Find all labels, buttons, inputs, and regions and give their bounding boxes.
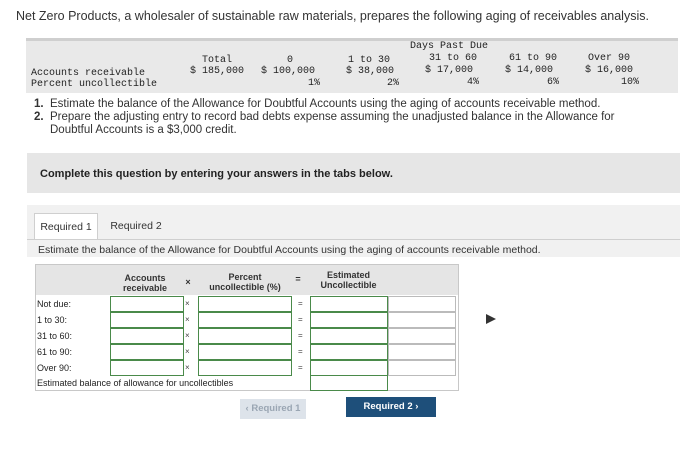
est-input-1-30[interactable] [310,312,388,328]
aging-61-90-pct: 6% [547,77,560,88]
pct-input-not-due[interactable] [198,296,292,312]
complete-banner: Complete this question by entering your answers in the tabs below. [27,153,680,193]
ar-input-1-30[interactable] [110,312,184,328]
prev-button[interactable]: ‹ Required 1 [240,399,306,419]
row-label-1-30: 1 to 30: [37,315,68,325]
estimate-table [35,264,459,391]
row-label-total: Estimated balance of allowance for uncollectibles [37,378,234,388]
instruction-2: 2. Prepare the adjusting entry to record bad debts expense assuming the unadjusted balance in the Allowance for Doubtful Accounts is a $3,000 credit. [34,111,615,136]
aging-0-amount: $ 100,000 [261,66,316,77]
est-input-not-due[interactable] [310,296,388,312]
aging-0-pct: 1% [308,78,321,89]
pct-input-1-30[interactable] [198,312,292,328]
problem-intro: Net Zero Products, a wholesaler of sustainable raw materials, prepares the following aging of receivables analysis. [16,9,649,23]
est-input-total[interactable] [310,375,388,391]
aging-over-90-pct: 10% [621,77,640,88]
col-header-times: × [185,277,191,287]
cursor-icon [484,313,498,325]
equals-icon: = [298,299,303,308]
instructions [34,98,644,137]
aging-31-60-amount: $ 17,000 [425,65,474,76]
ar-input-31-60[interactable] [110,328,184,344]
tab-divider [27,239,680,240]
pct-input-31-60[interactable] [198,328,292,344]
next-button[interactable]: Required 2 › [346,397,436,417]
col-header-ar: Accounts receivable [122,273,168,293]
aging-col-1-30-header: 1 to 30 [348,55,391,66]
col-header-eq: = [295,274,301,284]
col-header-pct: Percent uncollectible (%) [209,272,281,292]
tab-required-2[interactable]: Required 2 [110,220,162,232]
tabs-panel [27,205,680,257]
equals-icon: = [298,315,303,324]
chevron-right-icon: › [412,401,419,412]
aging-row-label-pct: Percent uncollectible [31,79,158,90]
aging-table [26,38,678,93]
ar-input-61-90[interactable] [110,344,184,360]
aging-col-0-header: 0 [287,55,294,66]
aging-col-31-60-header: 31 to 60 [429,53,478,64]
est-input-61-90[interactable] [310,344,388,360]
aging-col-61-90-header: 61 to 90 [509,53,558,64]
aging-over-90-amount: $ 16,000 [585,65,634,76]
equals-icon: = [298,331,303,340]
aging-1-30-amount: $ 38,000 [346,66,395,77]
chevron-left-icon: ‹ [245,403,252,414]
estimate-prompt: Estimate the balance of the Allowance for Doubtful Accounts using the aging of accounts receivable method. [38,244,541,256]
aging-col-over-90-header: Over 90 [588,53,631,64]
aging-61-90-amount: $ 14,000 [505,65,554,76]
aging-row-label-ar: Accounts receivable [31,68,146,79]
aging-31-60-pct: 4% [467,77,480,88]
extra-cell[interactable] [388,312,456,328]
row-label-61-90: 61 to 90: [37,347,73,357]
row-label-over-90: Over 90: [37,363,72,373]
pct-input-61-90[interactable] [198,344,292,360]
times-icon: × [185,363,190,372]
equals-icon: = [298,347,303,356]
equals-icon: = [298,363,303,372]
ar-input-over-90[interactable] [110,360,184,376]
extra-cell[interactable] [388,328,456,344]
times-icon: × [185,347,190,356]
times-icon: × [185,331,190,340]
times-icon: × [185,299,190,308]
pct-input-over-90[interactable] [198,360,292,376]
extra-cell[interactable] [388,296,456,312]
est-input-over-90[interactable] [310,360,388,376]
ar-input-not-due[interactable] [110,296,184,312]
estimate-table-header [36,265,458,295]
col-header-est: Estimated Uncollectible [320,270,377,290]
row-label-not-due: Not due: [37,299,72,309]
aging-col-total-header: Total [202,55,233,66]
tab-required-1[interactable]: Required 1 [34,213,98,240]
aging-1-30-pct: 2% [387,78,400,89]
est-input-31-60[interactable] [310,328,388,344]
instruction-1: 1. Estimate the balance of the Allowance for Doubtful Accounts using the aging of accounts receivable method. [34,98,601,110]
row-label-31-60: 31 to 60: [37,331,73,341]
extra-cell[interactable] [388,360,456,376]
days-past-due-header: Days Past Due [410,41,489,52]
extra-cell[interactable] [388,344,456,360]
aging-total-amount: $ 185,000 [190,66,245,77]
times-icon: × [185,315,190,324]
